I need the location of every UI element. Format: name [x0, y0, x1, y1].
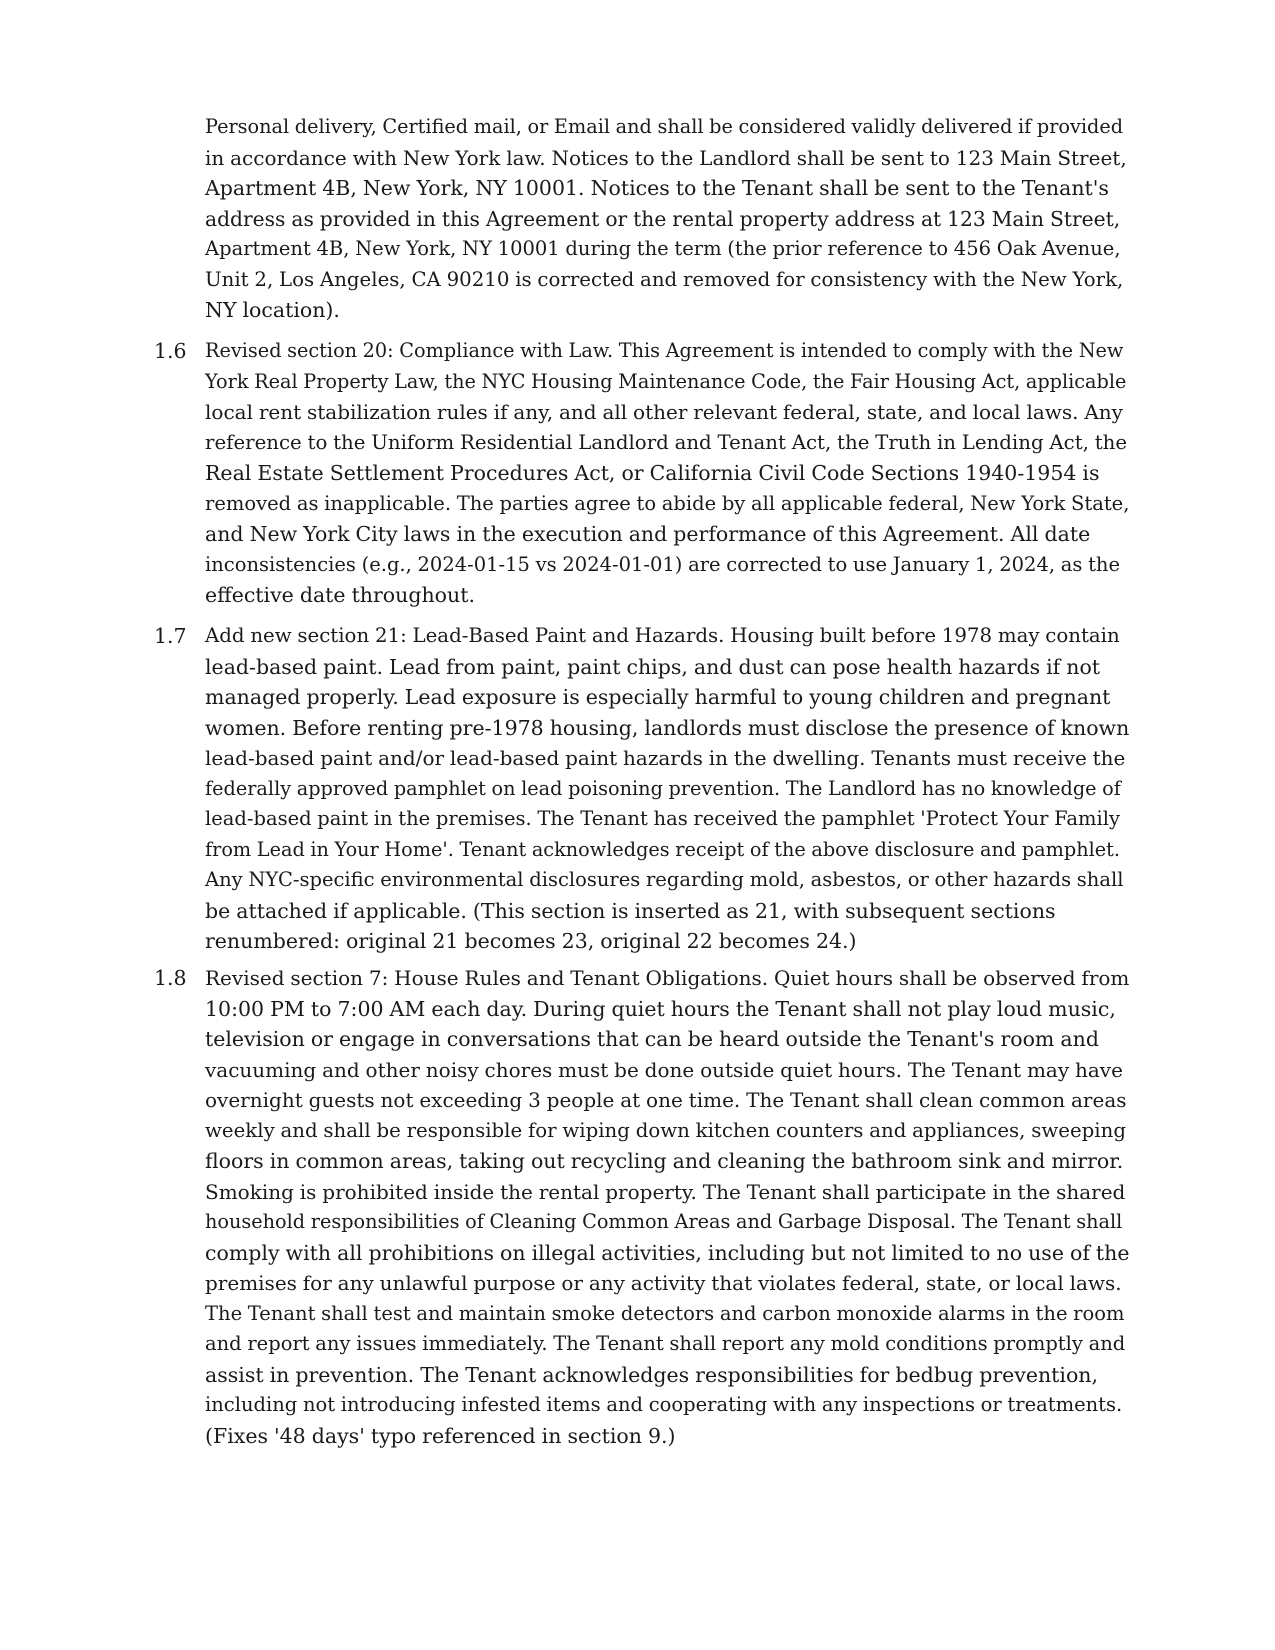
- text-line: Apartment 4B, New York, NY 10001. Notices to the Tenant shall be sent to the Tenant's: [205, 176, 1109, 200]
- text-line: from Lead in Your Home'. Tenant acknowledges receipt of the above disclosure and pamphlet.: [205, 837, 1121, 861]
- text-line: NY location).: [205, 298, 340, 322]
- continuation-paragraph: [205, 112, 1130, 326]
- text-line: comply with all prohibitions on illegal activities, including but not limited to no use of the: [205, 1240, 1130, 1265]
- text-line: 10:00 PM to 7:00 AM each day. During quiet hours the Tenant shall not play loud music,: [205, 996, 1116, 1021]
- item-number: 1.8: [154, 966, 187, 990]
- text-line: Revised section 20: Compliance with Law. This Agreement is intended to comply with the New: [205, 339, 1124, 362]
- item-number: 1.7: [154, 624, 187, 648]
- text-line: overnight guests not exceeding 3 people at one time. The Tenant shall clean common areas: [205, 1088, 1127, 1112]
- text-line: Add new section 21: Lead-Based Paint and Hazards. Housing built before 1978 may contain: [205, 624, 1120, 647]
- text-line: address as provided in this Agreement or the rental property address at 123 Main Street,: [205, 206, 1121, 231]
- item-paragraph: [205, 336, 1130, 611]
- text-line: women. Before renting pre-1978 housing, landlords must disclose the presence of known: [205, 715, 1130, 740]
- text-line: Any NYC-specific environmental disclosures regarding mold, asbestos, or other hazards shall: [205, 868, 1124, 891]
- text-line: lead-based paint and/or lead-based paint hazards in the dwelling. Tenants must receive the: [205, 746, 1126, 770]
- text-line: and report any issues immediately. The Tenant shall report any mold conditions promptly and: [205, 1332, 1126, 1355]
- text-line: assist in prevention. The Tenant acknowledges responsibilities for bedbug prevention,: [205, 1362, 1099, 1387]
- text-line: removed as inapplicable. The parties agree to abide by all applicable federal, New York State,: [205, 491, 1130, 515]
- text-line: local rent stabilization rules if any, and all other relevant federal, state, and local laws. Any: [205, 400, 1123, 424]
- text-line: be attached if applicable. (This section is inserted as 21, with subsequent sections: [205, 898, 1056, 923]
- text-line: Personal delivery, Certified mail, or Email and shall be considered validly delivered if provided: [205, 115, 1124, 138]
- text-line: lead-based paint. Lead from paint, paint chips, and dust can pose health hazards if not: [205, 654, 1101, 679]
- text-line: including not introducing infested items and cooperating with any inspections or treatments.: [205, 1393, 1123, 1416]
- text-line: and New York City laws in the execution and performance of this Agreement. All date: [205, 522, 1091, 546]
- text-line: household responsibilities of Cleaning Common Areas and Garbage Disposal. The Tenant shall: [205, 1210, 1123, 1233]
- text-line: The Tenant shall test and maintain smoke detectors and carbon monoxide alarms in the room: [205, 1301, 1125, 1325]
- text-line: York Real Property Law, the NYC Housing Maintenance Code, the Fair Housing Act, applicable: [205, 369, 1127, 393]
- text-line: Smoking is prohibited inside the rental property. The Tenant shall participate in the shared: [205, 1179, 1126, 1204]
- text-line: renumbered: original 21 becomes 23, original 22 becomes 24.): [205, 929, 857, 953]
- text-line: effective date throughout.: [205, 583, 475, 607]
- text-line: managed properly. Lead exposure is especially harmful to young children and pregnant: [205, 685, 1111, 709]
- item-number: 1.6: [154, 339, 187, 363]
- item-paragraph: [205, 963, 1130, 1451]
- text-line: federally approved pamphlet on lead poisoning prevention. The Landlord has no knowledge of: [205, 776, 1121, 800]
- text-line: Revised section 7: House Rules and Tenant Obligations. Quiet hours shall be observed from: [205, 966, 1130, 990]
- text-line: reference to the Uniform Residential Landlord and Tenant Act, the Truth in Lending Act, the: [205, 430, 1128, 454]
- text-line: inconsistencies (e.g., 2024-01-15 vs 2024-01-01) are corrected to use January 1, 2024, as the: [205, 552, 1121, 576]
- text-line: lead-based paint in the premises. The Tenant has received the pamphlet 'Protect Your Family: [205, 807, 1120, 830]
- text-line: television or engage in conversations that can be heard outside the Tenant's room and: [205, 1027, 1099, 1051]
- text-line: vacuuming and other noisy chores must be done outside quiet hours. The Tenant may have: [205, 1057, 1123, 1082]
- text-line: (Fixes '48 days' typo referenced in section 9.): [205, 1423, 676, 1448]
- text-line: Unit 2, Los Angeles, CA 90210 is corrected and removed for consistency with the New York,: [205, 267, 1124, 291]
- item-paragraph: [205, 621, 1130, 957]
- text-line: premises for any unlawful purpose or any activity that violates federal, state, or local laws.: [205, 1271, 1122, 1295]
- text-line: in accordance with New York law. Notices to the Landlord shall be sent to 123 Main Street,: [205, 145, 1127, 170]
- text-line: Real Estate Settlement Procedures Act, or California Civil Code Sections 1940-1954 is: [205, 461, 1100, 485]
- text-line: floors in common areas, taking out recycling and cleaning the bathroom sink and mirror.: [205, 1149, 1124, 1173]
- text-line: weekly and shall be responsible for wiping down kitchen counters and appliances, sweeping: [205, 1118, 1126, 1142]
- text-line: Apartment 4B, New York, NY 10001 during the term (the prior reference to 456 Oak Avenue,: [205, 237, 1121, 260]
